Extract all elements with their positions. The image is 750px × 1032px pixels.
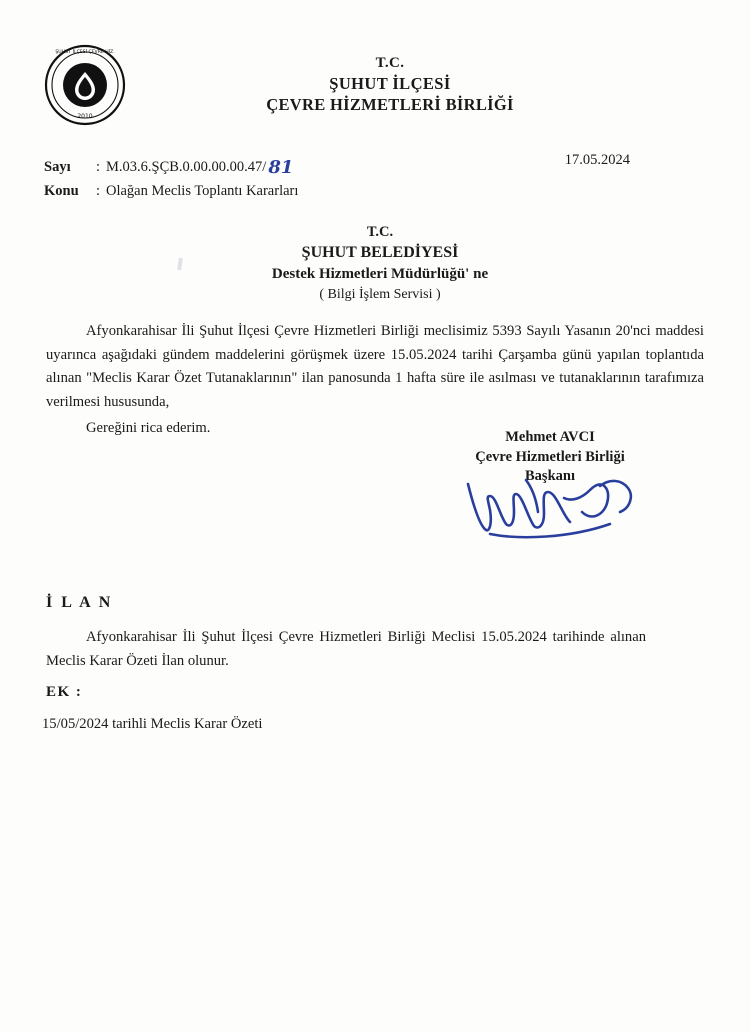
signer-title: Başkanı xyxy=(525,468,575,485)
header-line-3: ÇEVRE HİZMETLERİ BİRLİĞİ xyxy=(266,95,514,115)
ilan-heading: İ L A N xyxy=(46,594,113,611)
ilan-body xyxy=(46,626,646,673)
konu-value: Olağan Meclis Toplantı Kararları xyxy=(106,182,299,199)
document-date: 17.05.2024 xyxy=(564,152,630,168)
recipient-line-3: Destek Hizmetleri Müdürlüğü' ne xyxy=(271,266,489,283)
signer-org: Çevre Hizmetleri Birliği xyxy=(475,448,625,465)
meta-row-konu xyxy=(44,180,298,202)
recipient-block xyxy=(170,222,590,304)
konu-label: Konu xyxy=(44,182,79,199)
document-meta xyxy=(44,152,298,202)
sayi-value: M.03.6.ŞÇB.0.00.00.00.47/ xyxy=(106,159,267,175)
attachment-label: EK : xyxy=(46,684,83,700)
signer-name: Mehmet AVCI xyxy=(505,429,595,445)
institution-seal-logo xyxy=(44,44,126,126)
attachment-value: 15/05/2024 tarihli Meclis Karar Özeti xyxy=(42,716,263,732)
document-header xyxy=(180,54,600,115)
meta-row-sayi xyxy=(44,152,298,180)
recipient-line-2: ŞUHUT BELEDİYESİ xyxy=(301,244,459,261)
body-paragraph-2: Gereğini rica ederim. xyxy=(86,419,211,436)
header-line-2: ŞUHUT İLÇESİ xyxy=(329,74,451,94)
sayi-label: Sayı xyxy=(44,159,71,175)
body-paragraph-1: Afyonkarahisar İli Şuhut İlçesi Çevre Hizmetleri Birliği meclisimiz 5393 Sayılı Yasanın 20'nci maddesi uyarınca aşağıdaki gündem maddelerini görüşmek üzere 15.05.2024 tarihi Çarşamba günü yapılan toplantıda alınan "Meclis Karar Özet Tutanaklarının" ilan panosunda 1 hafta süre ile asılması ve tutanaklarının tarafımıza verilmesi hususunda, xyxy=(46,323,704,410)
recipient-line-4: ( Bilgi İşlem Servisi ) xyxy=(319,286,441,302)
svg-text:2010: 2010 xyxy=(77,113,93,120)
svg-text:ŞUHUT İLÇESİ ÇEVRE HİZ.: ŞUHUT İLÇESİ ÇEVRE HİZ. xyxy=(55,50,115,55)
header-line-1: T.C. xyxy=(375,55,405,71)
sayi-handwritten-number: 81 xyxy=(268,157,294,178)
ilan-paragraph: Afyonkarahisar İli Şuhut İlçesi Çevre Hizmetleri Birliği Meclisi 15.05.2024 tarihinde alınan Meclis Karar Özeti İlan olunur. xyxy=(46,629,646,669)
konu-separator: : xyxy=(96,182,101,199)
document-body xyxy=(46,320,704,440)
handwritten-signature xyxy=(460,468,660,548)
sayi-separator: : xyxy=(96,159,101,175)
recipient-line-1: T.C. xyxy=(366,224,394,240)
